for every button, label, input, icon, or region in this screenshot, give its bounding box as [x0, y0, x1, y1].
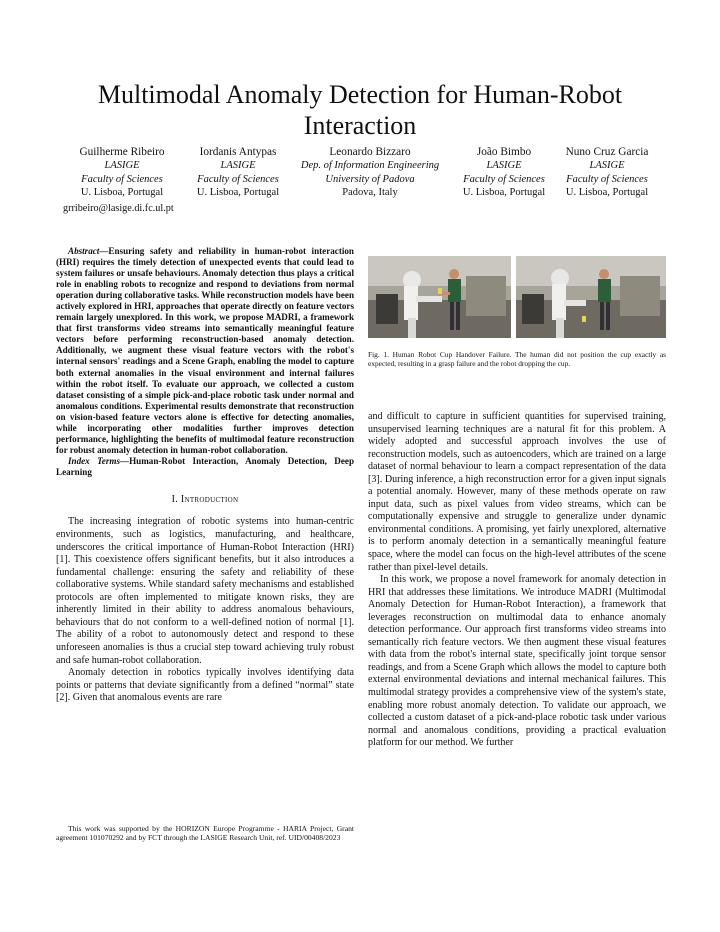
author-affiliation: LASIGE: [104, 160, 140, 172]
author-5: [555, 146, 659, 200]
figure-caption: Fig. 1. Human Robot Cup Handover Failure. The human did not position the cup exactly as expected, resulting in a grasp failure and the robot dropping the cup.: [368, 350, 666, 369]
figure-image-left: [368, 256, 511, 338]
author-faculty: Faculty of Sciences: [81, 173, 163, 185]
index-terms-text: —Human-Robot Interaction, Anomaly Detection, Deep Learning: [56, 455, 354, 477]
arxiv-identifier: [10, 235, 54, 665]
author-name: Nuno Cruz Garcia: [565, 146, 649, 158]
section-heading-text: I. Introduction: [171, 493, 239, 505]
author-affiliation: LASIGE: [486, 160, 522, 172]
author-1: [62, 146, 182, 200]
author-location: U. Lisboa, Portugal: [462, 187, 546, 199]
author-location: U. Lisboa, Portugal: [196, 187, 280, 199]
paragraph: and difficult to capture in sufficient quantities for supervised training, unsupervised learning techniques are a natural fit for this problem. A widely adopted and successful approach involves the use of reconstruction models, such as autoencoders, which are trained on a large dataset of normal behaviour to learn a compact representation of the data [3]. During inference, a high reconstruction error for a given input signals a potential anomaly. However, many of these methods operate on raw input data, such as pixel values from video streams, which can be computationally expensive and struggle to generalize under dynamic environmental conditions. A promising, yet fairly unexplored, alternative is to perform anomaly detection in a semantically meaningful feature space, where the model can focus on the high-level attributes of the scene rather than pixel-level details.: [368, 411, 666, 573]
author-faculty: Faculty of Sciences: [463, 173, 545, 185]
author-name: João Bimbo: [476, 146, 532, 158]
robot-handover-photo: [368, 256, 511, 338]
author-name: Guilherme Ribeiro: [79, 146, 165, 158]
author-affiliation: Dep. of Information Engineering: [300, 160, 440, 172]
index-terms: [56, 456, 354, 478]
left-column: [56, 246, 354, 705]
right-column: [368, 411, 666, 750]
footnote: This work was supported by the HORIZON Europe Programme - HARIA Project, Grant agreement 101070292 and by FCT through the LASIGE Research Unit, ref. UID/00408/2023: [56, 824, 354, 843]
author-location: Padova, Italy: [342, 187, 398, 199]
section-heading: [56, 494, 354, 507]
author-affiliation: LASIGE: [589, 160, 625, 172]
arxiv-identifier-graphic: [10, 235, 54, 665]
abstract-label: Abstract: [68, 246, 100, 256]
author-location: U. Lisboa, Portugal: [565, 187, 649, 199]
author-name: Leonardo Bizzaro: [329, 146, 411, 158]
author-affiliation: LASIGE: [220, 160, 256, 172]
author-2: [184, 146, 292, 200]
author-faculty: Faculty of Sciences: [566, 173, 648, 185]
author-location: U. Lisboa, Portugal: [80, 187, 164, 199]
author-name: Iordanis Antypas: [199, 146, 277, 158]
paragraph: In this work, we propose a novel framework for anomaly detection in HRI that addresses these limitations. We introduce MADRI (Multimodal Anomaly Detection for Human-Robot Interaction), a framework that leverages reconstruction on multimodal data to enhance anomaly detection performance. Our approach first transforms video streams into semantically rich feature vectors. We then augment these visual features with data from the robot's internal state, specifically joint torque sensor readings, and from a Scene Graph which allows the model to capture both external environmental deviations and internal mechanical failures. This multimodal strategy provides a comprehensive view of the system's state, enabling more robust anomaly detection. To validate our approach, we collected a custom dataset of a pick-and-place robotic task under various normal and anomalous conditions, providing a practical evaluation platform for our method. We further: [368, 574, 666, 749]
paper-title: Multimodal Anomaly Detection for Human-Robot Interaction: [97, 80, 623, 141]
author-email[interactable]: grribeiro@lasige.di.fc.ul.pt: [63, 203, 174, 214]
paragraph: Anomaly detection in robotics typically involves identifying data points or patterns that deviate significantly from a defined “normal” state [2]. Given that anomalous events are rare: [56, 667, 354, 704]
author-3: [288, 146, 452, 200]
abstract-text: —Ensuring safety and reliability in human-robot interaction (HRI) requires the timely detection of unexpected events that could lead to system failures or unsafe behaviours. Anomaly detection thus plays a critical role in enabling robots to recognize and respond to deviations from normal operation during collaborative tasks. While reconstruction models have been actively explored in HRI, approaches that operate directly on feature vectors remain largely unexplored. In this work, we propose MADRI, a framework that first transforms video streams into semantically meaningful feature vectors before performing reconstruction-based anomaly detection. Additionally, we augment these visual feature vectors with the robot's internal sensors' readings and a Scene Graph, enabling the model to capture both external anomalies in the visual environment and internal failures within the robot itself. To evaluate our approach, we collected a custom dataset consisting of a simple pick-and-place robotic task under normal and anomalous conditions. Experimental results demonstrate that reconstruction on vision-based feature vectors alone is effective for detecting anomalies, while incorporating other modalities further improves detection performance, highlighting the benefits of multimodal feature reconstruction for robust anomaly detection in human-robot collaboration.: [56, 246, 354, 455]
paragraph: The increasing integration of robotic systems into human-centric environments, such as logistics, manufacturing, and healthcare, underscores the critical importance of Human-Robot Interaction (HRI) [1]. This coexistence offers significant benefits, but it also introduces a fundamental challenge: ensuring the safety and reliability of these collaborative systems. While standard safety mechanisms and established protocols are often implemented to mitigate known risks, they are inherently limited in their ability to address anomalous behaviours, behaviours that do not conform to a well-defined notion of normal [1]. The ability of a robot to autonomously detect and respond to these unforeseen anomalies is thus a crucial step toward achieving truly robust and safe human-robot collaboration.: [56, 516, 354, 666]
author-4: [453, 146, 555, 200]
index-terms-label: Index Terms: [68, 455, 120, 466]
author-faculty: University of Padova: [325, 173, 415, 185]
author-faculty: Faculty of Sciences: [197, 173, 279, 185]
figure-image-right: [516, 256, 666, 338]
abstract: [56, 246, 354, 456]
robot-drop-photo: [516, 256, 666, 338]
